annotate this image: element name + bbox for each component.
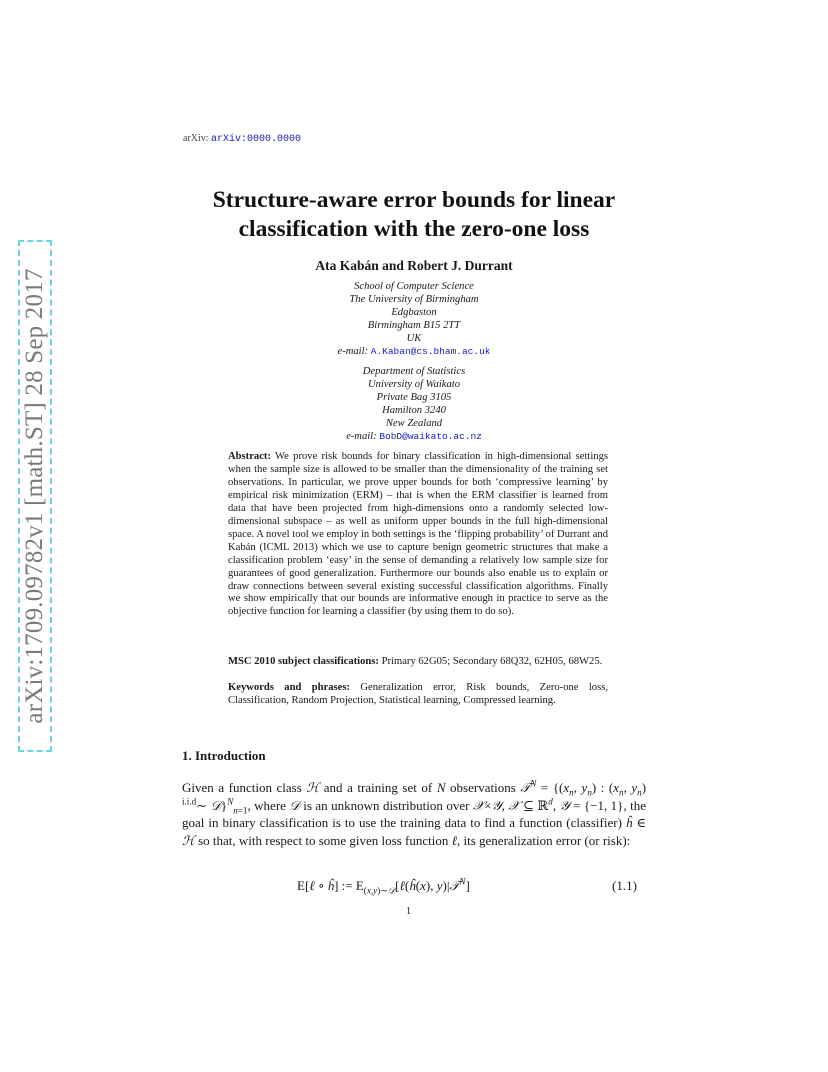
- intro-paragraph: [182, 779, 646, 849]
- arxiv-header: [183, 133, 301, 145]
- affiliation-waikato: [230, 366, 598, 443]
- keywords-text: Generalization error, Risk bounds, Zero-one loss, Classification, Random Projection, Statistical learning, Compressed learning.: [228, 682, 608, 706]
- affiliation-line: Hamilton 3240: [382, 404, 446, 416]
- affiliation-birmingham: [230, 281, 598, 358]
- email-link[interactable]: A.Kaban@cs.bham.ac.uk: [370, 345, 491, 357]
- section-heading: 1. Introduction: [182, 748, 266, 763]
- math-symbol: 𝒟: [289, 797, 300, 813]
- abstract-text: We prove risk bounds for binary classification in high-dimensional settings when the sample size is allowed to be smaller than the dimensionality of the training set observations. In particular, we prove upper bounds for both ‘compressive learning’ by empirical risk minimization (ERM) – that is when the ERM classifier is learned from data that have been projected from high-dimensions onto a randomly selected low-dimensional subspace – as well as uniform upper bounds in the full high-dimensional space. A novel tool we employ in both settings is the ‘flipping probability’ of Durrant and Kabán (ICML 2013) which we use to capture benign geometric structures that make a classification problem ‘easy’ in the sense of demanding a relatively low sample size for guarantees of good generalization. Furthermore our bounds also enable us to explain or draw connections between several existing successful classification algorithms. Finally we show empirically that our bounds are informative enough in practice to serve as the objective function for learning a classifier (by using them to do so).: [228, 451, 608, 618]
- affiliation-line: The University of Birmingham: [349, 293, 479, 305]
- math-expression: 𝒯$^N$ = {($x_n$, $y_n$) : ($x_n$, $y_n$) $^{i.i.d}$∼ 𝒟}$^N_{n=1}$: [182, 778, 647, 816]
- affiliation-line: UK: [406, 332, 422, 344]
- email-link[interactable]: BobD@waikato.ac.nz: [379, 430, 482, 442]
- email-label: e-mail:: [337, 345, 369, 357]
- intro-text: Given a function class: [182, 780, 302, 795]
- arxiv-label: arXiv:: [183, 133, 209, 144]
- keywords-label: Keywords and phrases:: [228, 682, 350, 693]
- msc-classifications: [228, 656, 608, 669]
- email-line: [230, 346, 598, 359]
- affiliation-line: Edgbaston: [391, 306, 437, 318]
- equation-number: (1.1): [612, 878, 637, 893]
- arxiv-stamp-text: arXiv:1709.09782v1 [math.ST] 28 Sep 2017: [21, 268, 48, 724]
- authors: Ata Kabán and Robert J. Durrant: [315, 258, 513, 273]
- math-symbol: ℓ: [451, 832, 457, 848]
- arxiv-sidebar-stamp: [18, 240, 52, 752]
- paper-title: Structure-aware error bounds for linear classification with the zero-one loss: [212, 187, 616, 242]
- intro-text: is an unknown distribution over: [303, 797, 470, 813]
- abstract-label: Abstract:: [228, 451, 271, 462]
- math-symbol: N: [436, 780, 446, 795]
- affiliation-line: University of Waikato: [368, 378, 460, 390]
- math-expression: ĥ ∈ ℋ: [182, 815, 647, 848]
- arxiv-id-link[interactable]: arXiv:0000.0000: [211, 134, 302, 145]
- abstract: [228, 451, 608, 619]
- keywords: [228, 682, 608, 708]
- affiliation-line: School of Computer Science: [354, 281, 474, 292]
- page-number: 1: [406, 906, 411, 917]
- intro-text: so that, with respect to some given loss function: [198, 832, 449, 848]
- msc-text: Primary 62G05; Secondary 68Q32, 62H05, 68W25.: [381, 656, 603, 667]
- affiliation-line: Birmingham B15 2TT: [367, 319, 461, 331]
- intro-text: and a training set of: [323, 780, 433, 795]
- affiliation-line: New Zealand: [385, 417, 443, 429]
- email-line: [230, 431, 598, 444]
- intro-text: , where: [247, 797, 286, 813]
- equation-1-1: E[ℓ ∘ ĥ] := $E_{(x,y)\sim 𝒟}[\ell(ĥ(x)$, y)|𝒯$^N$]: [297, 876, 470, 896]
- math-expression: 𝒳×𝒴, 𝒳 ⊆ ℝ$^d$, 𝒴 = {−1, 1}: [472, 796, 624, 813]
- email-label: e-mail:: [346, 430, 377, 442]
- intro-text: , the goal in binary classification is to use the training data to find a function (classifier): [182, 797, 647, 830]
- msc-label: MSC 2010 subject classifications:: [228, 656, 379, 667]
- affiliation-line: Department of Statistics: [362, 366, 466, 377]
- intro-text: observations: [450, 780, 516, 795]
- affiliation-line: Private Bag 3105: [376, 391, 452, 403]
- intro-text: , its generalization error (or risk):: [457, 832, 631, 848]
- math-symbol: ℋ: [306, 780, 320, 795]
